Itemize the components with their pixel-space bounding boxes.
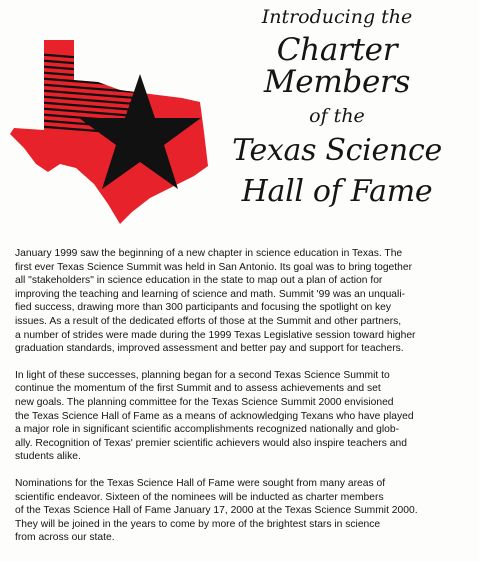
paragraph-line: improving the teaching and learning of science and math. Summit '99 was an unquali- bbox=[15, 288, 406, 300]
paragraph-line: scientific endeavor. Sixteen of the nominees will be inducted as charter members bbox=[15, 491, 384, 503]
paragraph-line: from across our state. bbox=[15, 532, 115, 544]
paragraph-line: In light of these successes, planning began for a second Texas Science Summit to bbox=[15, 369, 390, 381]
page-title bbox=[200, 6, 474, 208]
paragraph-line: issues. As a result of the dedicated efforts of those at the Summit and other partners, bbox=[15, 315, 402, 327]
paragraph-line: students alike. bbox=[15, 451, 81, 463]
paragraph-line: a number of strides were made during the 1999 Texas Legislative session toward higher bbox=[15, 329, 416, 341]
paragraph-line: Nominations for the Texas Science Hall of Fame were sought from many areas of bbox=[15, 477, 386, 489]
paragraph-line: a major role in significant scientific accomplishments recognized nationally and glob- bbox=[15, 424, 400, 436]
paragraph-line: ally. Recognition of Texas' premier scientific achievers would also inspire teachers and bbox=[15, 437, 407, 449]
paragraph-1 bbox=[15, 247, 473, 356]
paragraph-2 bbox=[15, 369, 473, 464]
paragraph-line: first ever Texas Science Summit was held in San Antonio. Its goal was to bring together bbox=[15, 261, 413, 273]
title-line-1: Introducing the bbox=[261, 6, 413, 28]
paragraph-3 bbox=[15, 477, 473, 545]
paragraph-line: fied success, drawing more than 300 participants and focusing the spotlight on key bbox=[15, 302, 392, 314]
paragraph-line: new goals. The planning committee for the Texas Science Summit 2000 envisioned bbox=[15, 396, 394, 408]
paragraph-line: continue the momentum of the first Summit and to assess achievements and set bbox=[15, 383, 381, 395]
paragraph-line: of the Texas Science Hall of Fame January 17, 2000 at the Texas Science Summit 2000. bbox=[15, 505, 418, 517]
title-line-5: Hall of Fame bbox=[241, 174, 433, 210]
paragraph-line: They will be joined in the years to come by more of the brightest stars in science bbox=[15, 518, 381, 530]
title-line-2: Charter Members bbox=[263, 31, 411, 101]
title-line-4: Texas Science bbox=[232, 132, 442, 168]
texas-state-star-icon bbox=[4, 36, 220, 228]
body-text bbox=[15, 247, 473, 558]
paragraph-line: the Texas Science Hall of Fame as a means of acknowledging Texans who have played bbox=[15, 410, 414, 422]
paragraph-line: January 1999 saw the beginning of a new chapter in science education in Texas. The bbox=[15, 248, 403, 259]
paragraph-line: graduation standards, improved assessment and better pay and support for teachers. bbox=[15, 343, 404, 355]
title-line-3: of the bbox=[309, 105, 365, 128]
paragraph-line: all "stakeholders" in science education in the state to map out a plan of action for bbox=[15, 275, 383, 287]
